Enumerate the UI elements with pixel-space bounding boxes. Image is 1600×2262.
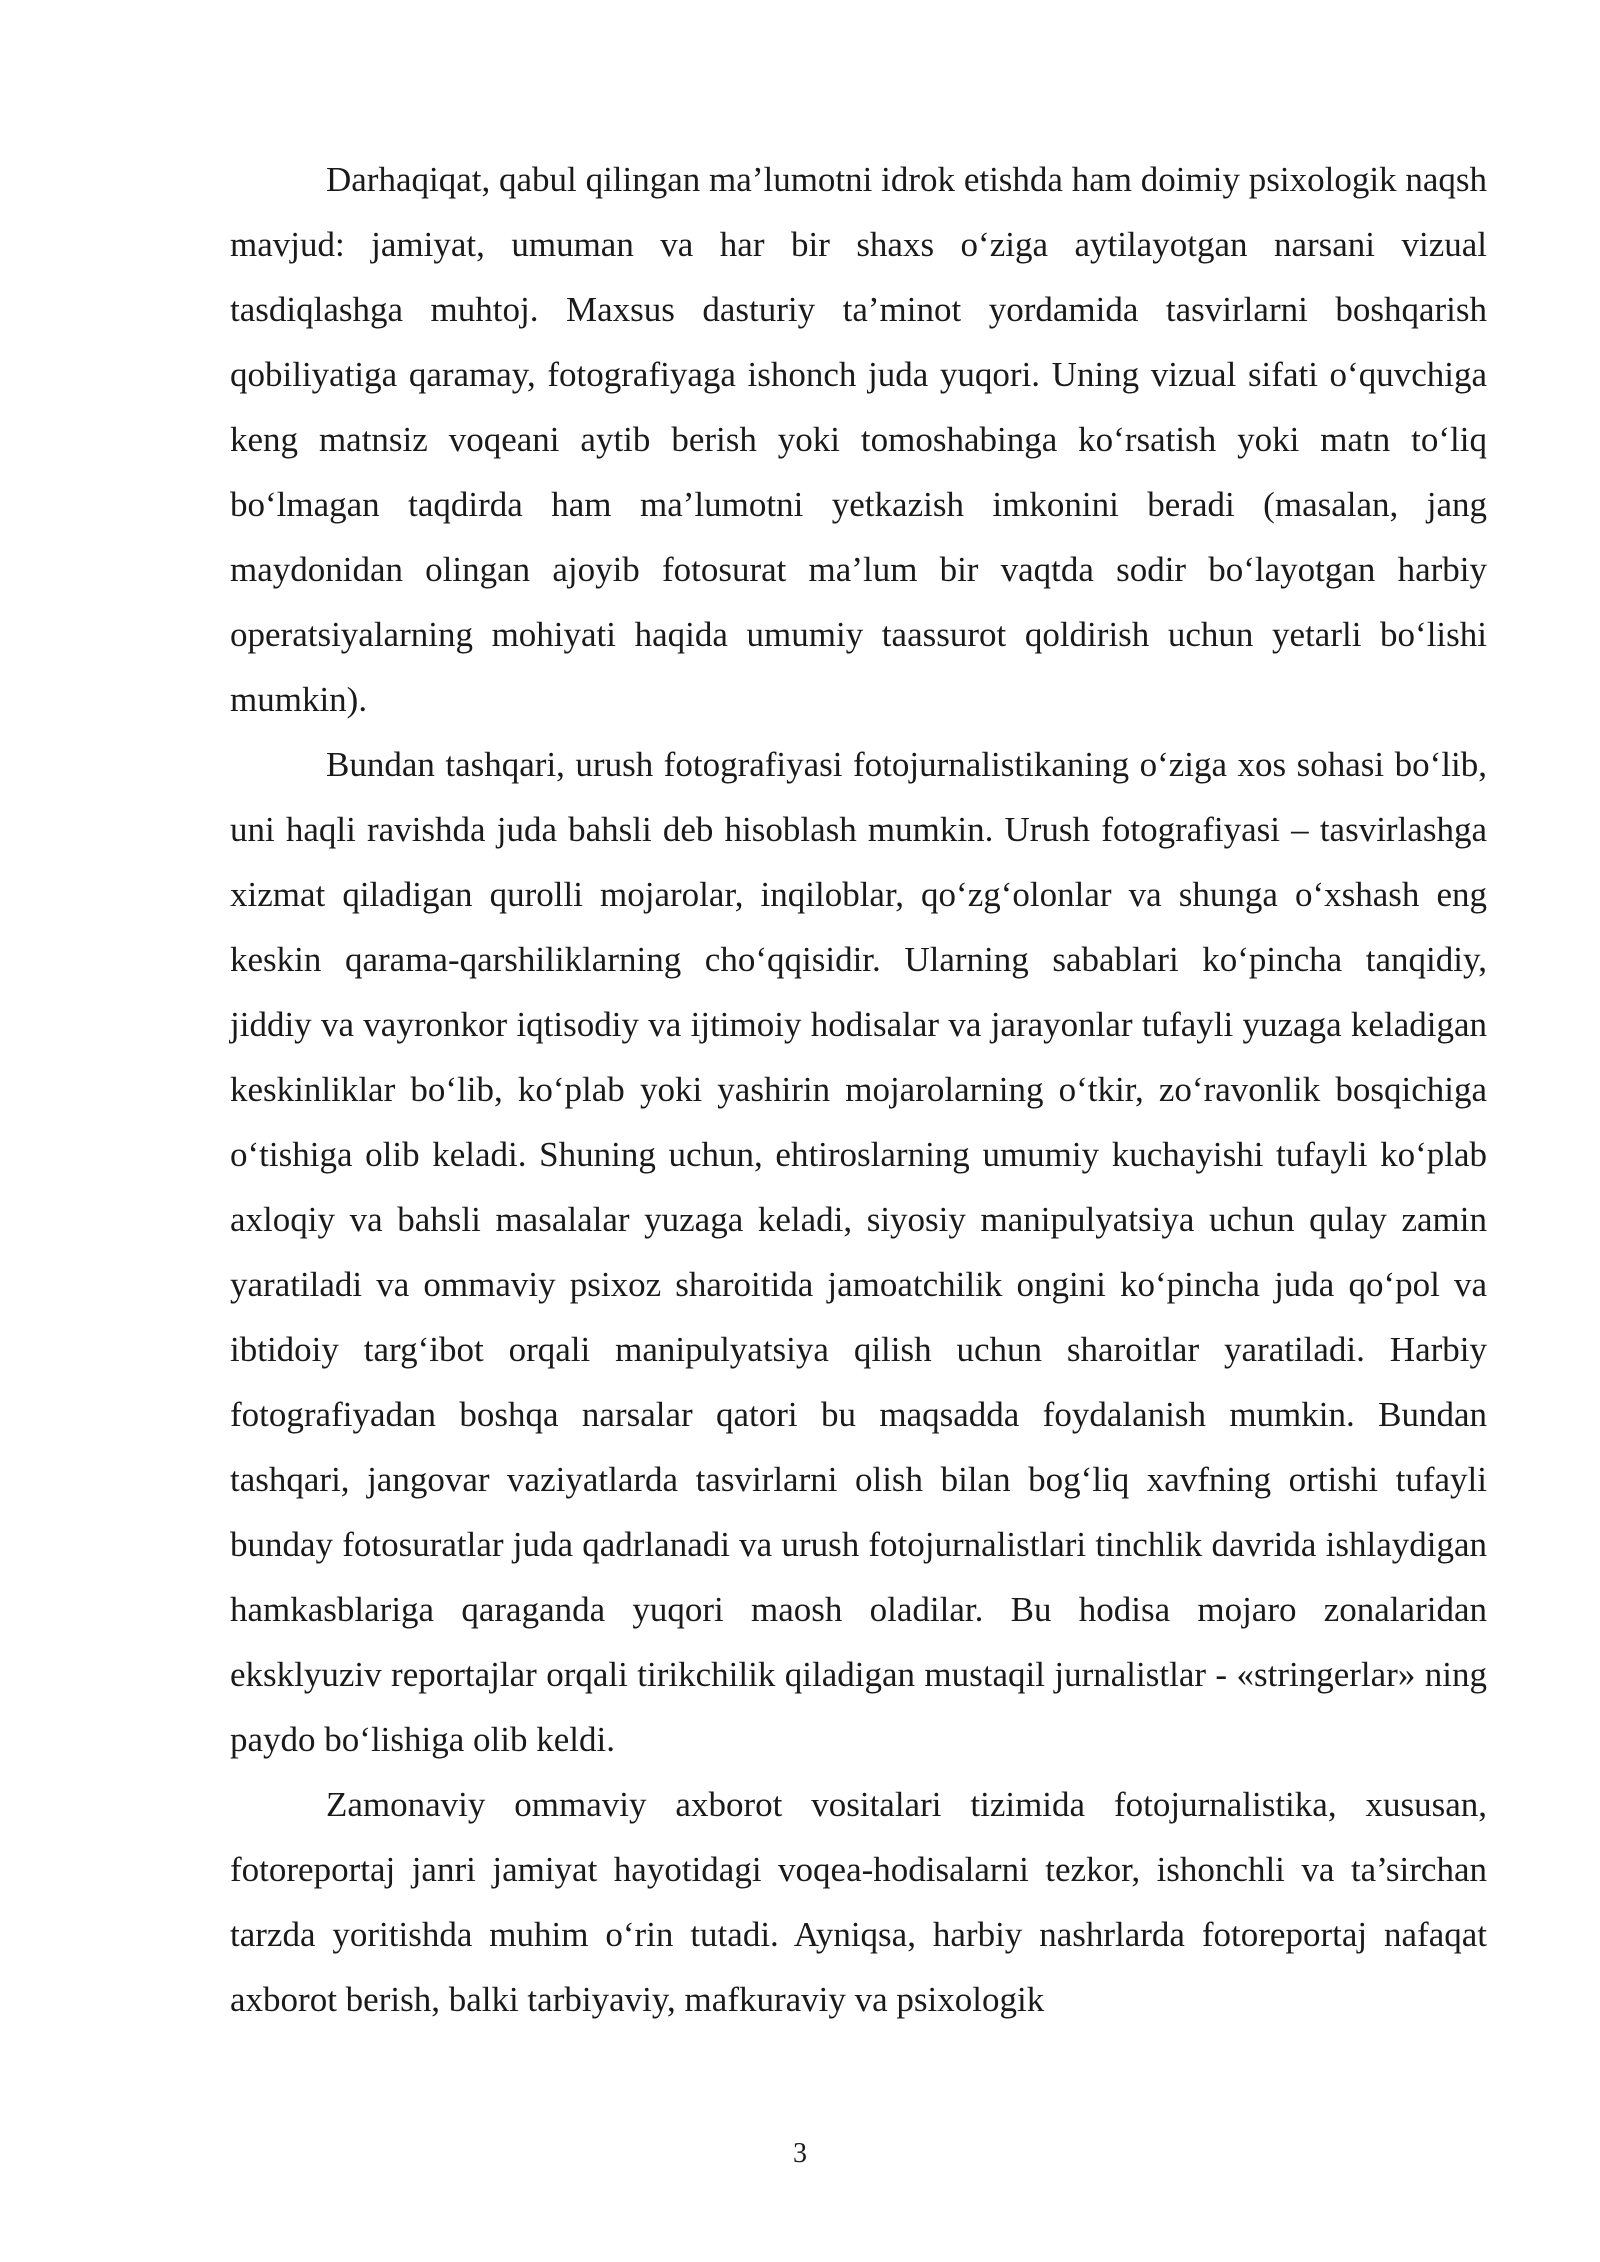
paragraph-3: Zamonaviy ommaviy axborot vositalari tizimida fotojurnalistika, xususan, fotoreportaj janri jamiyat hayotidagi voqea-hodisalarni tezkor, ishonchli va ta’sirchan tarzda yoritishda muhim o‘rin tutadi. Ayniqsa, harbiy nashrlarda fotoreportaj nafaqat axborot berish, balki tarbiyaviy, mafkuraviy va psixologik — [230, 1785, 1487, 2019]
body-text — [230, 147, 1487, 2032]
paragraph-2: Bundan tashqari, urush fotografiyasi fotojurnalistikaning o‘ziga xos sohasi bo‘lib, uni haqli ravishda juda bahsli deb hisoblash mumkin. Urush fotografiyasi – tasvirlashga xizmat qiladigan qurolli mojarolar, inqiloblar, qo‘zg‘olonlar va shunga o‘xshash eng keskin qarama-qarshiliklarning cho‘qqisidir. Ularning sabablari ko‘pincha tanqidiy, jiddiy va vayronkor iqtisodiy va ijtimoiy hodisalar va jarayonlar tufayli yuzaga keladigan keskinliklar bo‘lib, ko‘plab yoki yashirin mojarolarning o‘tkir, zo‘ravonlik bosqichiga o‘tishiga olib keladi. Shuning uchun, ehtiroslarning umumiy kuchayishi tufayli ko‘plab axloqiy va bahsli masalalar yuzaga keladi, siyosiy manipulyatsiya uchun qulay zamin yaratiladi va ommaviy psixoz sharoitida jamoatchilik ongini ko‘pincha juda qo‘pol va ibtidoiy targ‘ibot orqali manipulyatsiya qilish uchun sharoitlar yaratiladi. Harbiy fotografiyadan boshqa narsalar qatori bu maqsadda foydalanish mumkin. Bundan tashqari, jangovar vaziyatlarda tasvirlarni olish bilan bog‘liq xavfning ortishi tufayli bunday fotosuratlar juda qadrlanadi va urush fotojurnalistlari tinchlik davrida ishlaydigan hamkasblariga qaraganda yuqori maosh oladilar. Bu hodisa mojaro zonalaridan eksklyuziv reportajlar orqali tirikchilik qiladigan mustaqil jurnalistlar - «stringerlar» ning paydo bo‘lishiga olib keldi. — [230, 745, 1487, 1759]
paragraph-1: Darhaqiqat, qabul qilingan ma’lumotni idrok etishda ham doimiy psixologik naqsh mavjud: jamiyat, umuman va har bir shaxs o‘ziga aytilayotgan narsani vizual tasdiqlashga muhtoj. Maxsus dasturiy ta’minot yordamida tasvirlarni boshqarish qobiliyatiga qaramay, fotografiyaga ishonch juda yuqori. Uning vizual sifati o‘quvchiga keng matnsiz voqeani aytib berish yoki tomoshabinga ko‘rsatish yoki matn to‘liq bo‘lmagan taqdirda ham ma’lumotni yetkazish imkonini beradi (masalan, jang maydonidan olingan ajoyib fotosurat ma’lum bir vaqtda sodir bo‘layotgan harbiy operatsiyalarning mohiyati haqida umumiy taassurot qoldirish uchun yetarli bo‘lishi mumkin). — [230, 160, 1487, 719]
page-number: 3 — [793, 2138, 807, 2169]
